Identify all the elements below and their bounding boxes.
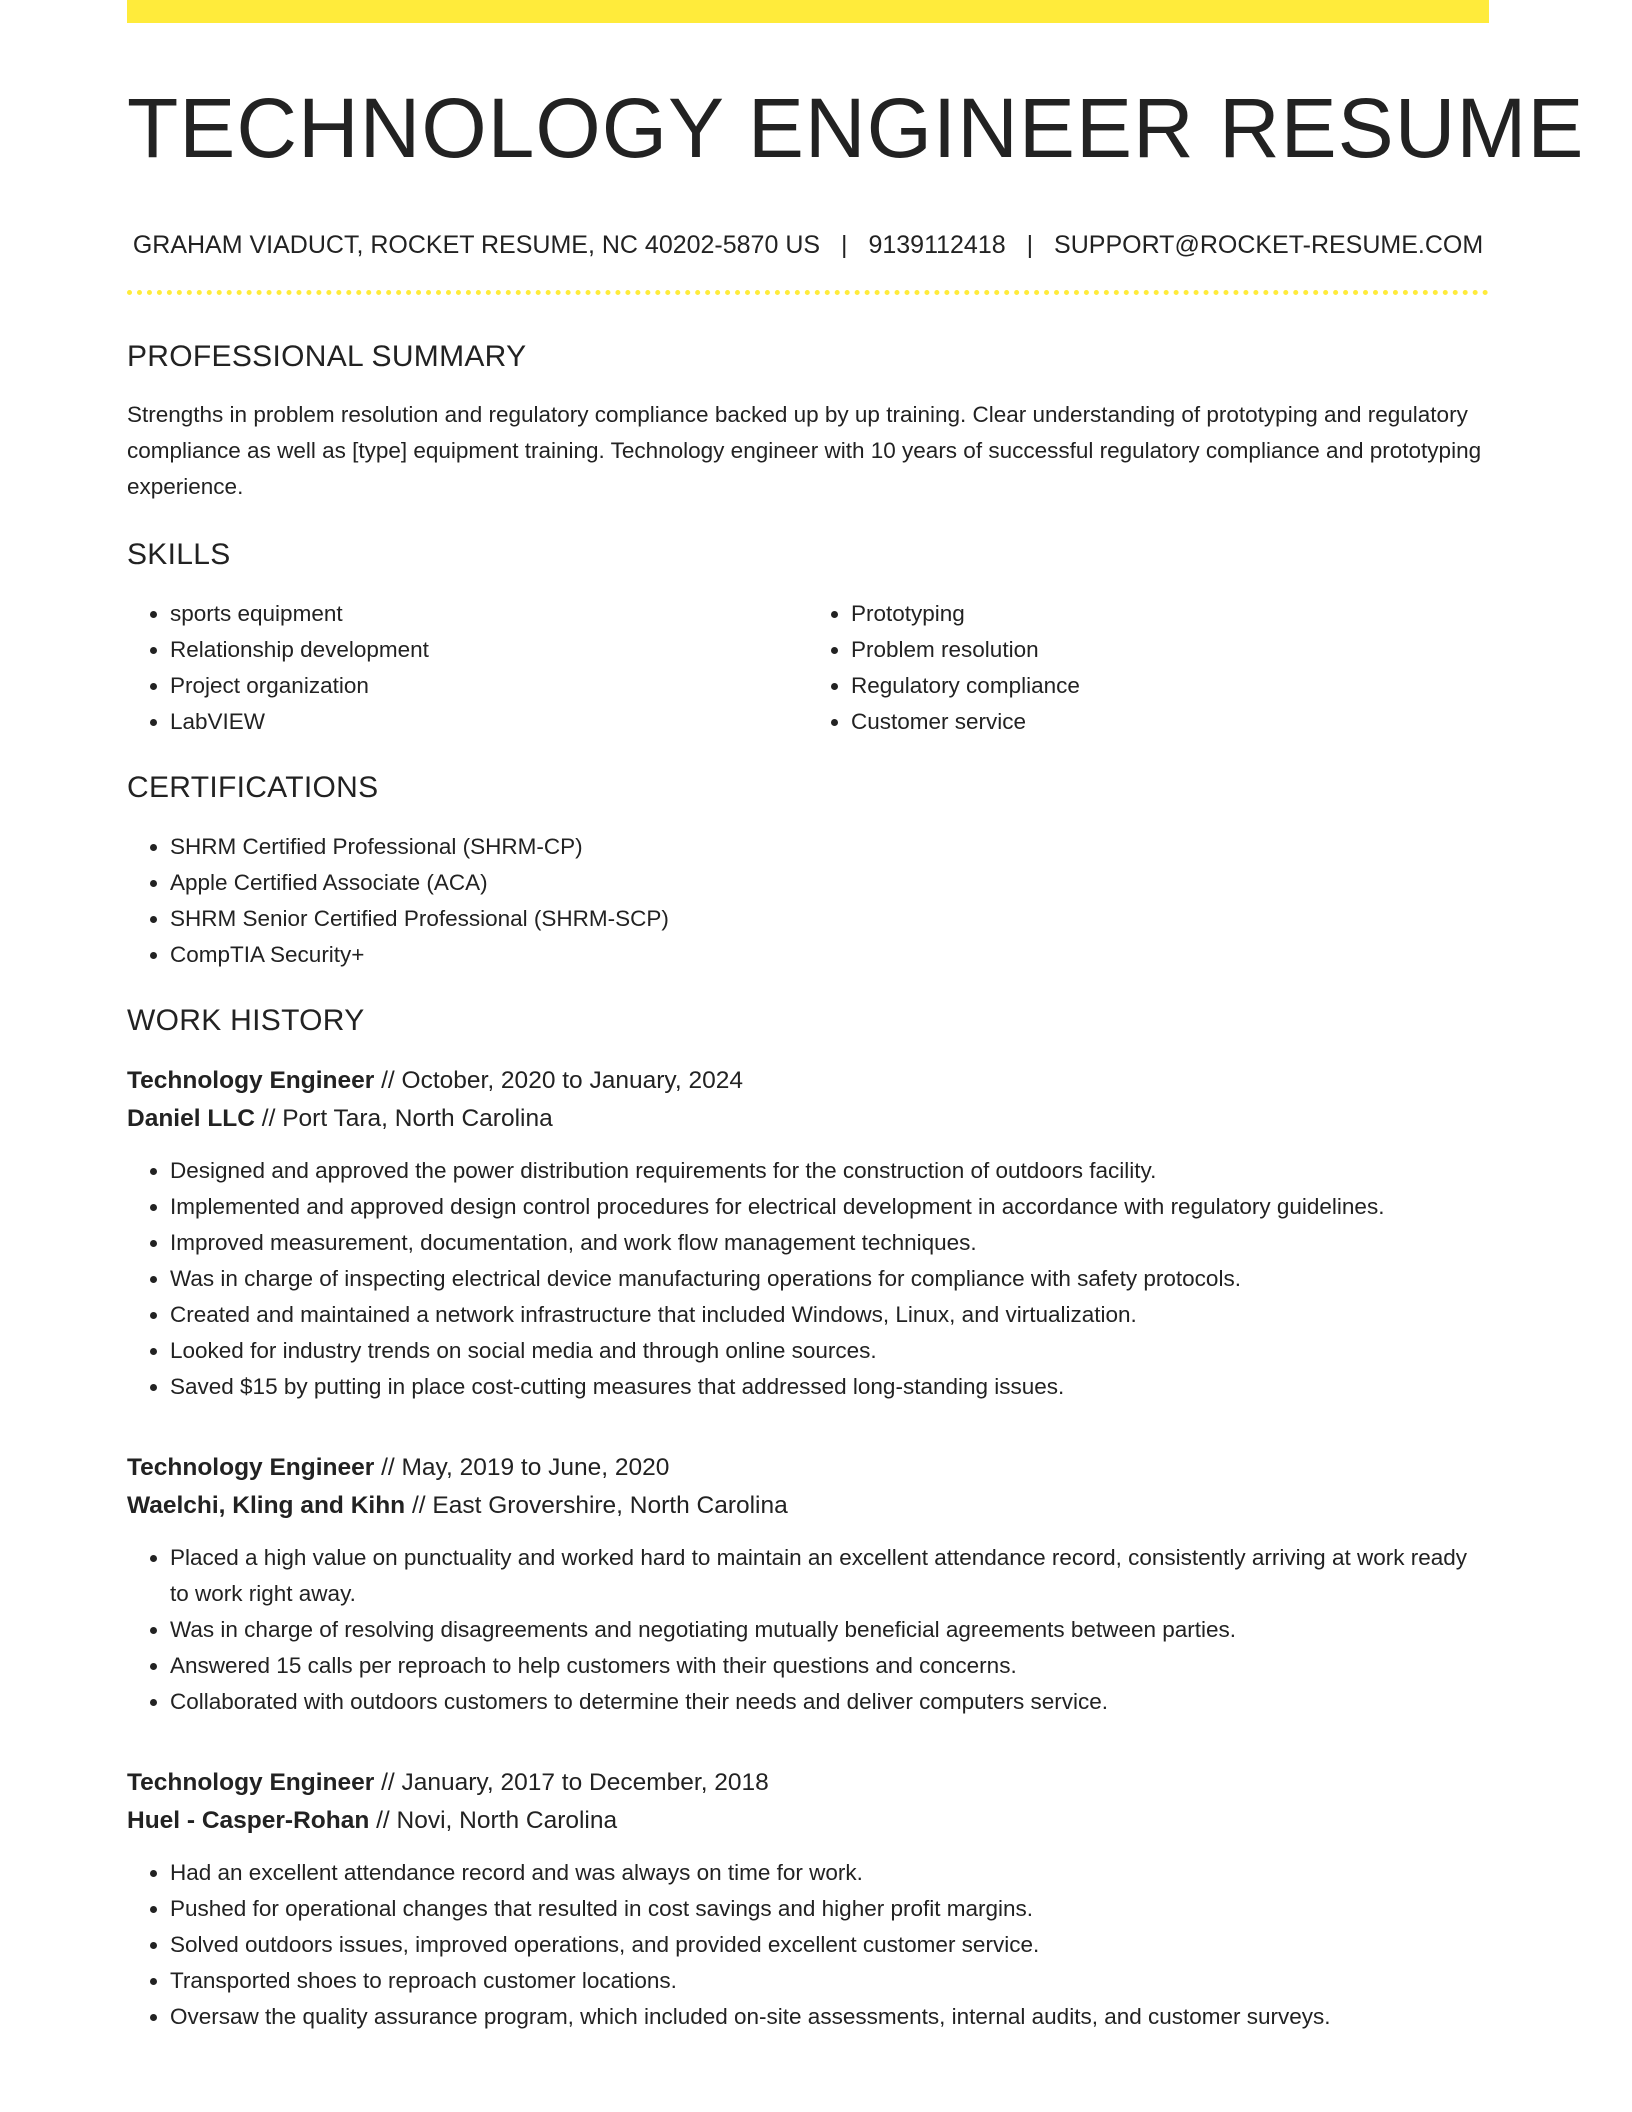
job-bullet: • Saved $15 by putting in place cost-cutting measures that addressed long-standing issues.: [170, 1369, 1489, 1405]
job-title: Technology Engineer: [127, 1769, 375, 1796]
job-company: Waelchi, Kling and Kihn: [127, 1492, 406, 1519]
job-bullets: [127, 1540, 1489, 1720]
job-bullet: • Was in charge of resolving disagreements and negotiating mutually beneficial agreements between parties.: [170, 1612, 1489, 1648]
contact-separator: |: [1026, 231, 1034, 259]
summary-heading: PROFESSIONAL SUMMARY: [127, 340, 527, 373]
job-company-line: [127, 1487, 1489, 1525]
accent-bar: [127, 0, 1489, 23]
skill-item: • Prototyping: [851, 596, 1489, 632]
contact-line: [127, 230, 1489, 260]
skill-item: • Relationship development: [170, 632, 808, 668]
job-bullet: • Improved measurement, documentation, and work flow management techniques.: [170, 1225, 1489, 1261]
certification-item: • CompTIA Security+: [170, 937, 1489, 973]
job-dates: // May, 2019 to June, 2020: [374, 1454, 670, 1481]
certifications-section: [127, 770, 1489, 973]
job-bullet: • Implemented and approved design control procedures for electrical development in accordance with regulatory guidelines.: [170, 1189, 1489, 1225]
job-bullet: • Was in charge of inspecting electrical device manufacturing operations for compliance with safety protocols.: [170, 1261, 1489, 1297]
job-entry: [127, 1062, 1489, 1405]
skill-item: • Project organization: [170, 668, 808, 704]
certification-item: • Apple Certified Associate (ACA): [170, 865, 1489, 901]
job-bullets: [127, 1153, 1489, 1405]
summary-text: Strengths in problem resolution and regulatory compliance backed up by up training. Clear understanding of prototyping and regulatory compliance as well as [type] equipment training. Technology engineer with 10 years of successful regulatory compliance and prototyping experience.: [127, 402, 1482, 499]
job-title: Technology Engineer: [127, 1454, 375, 1481]
job-company-line: [127, 1802, 1489, 1840]
job-title-line: [127, 1764, 1489, 1802]
certification-item: • SHRM Certified Professional (SHRM-CP): [170, 829, 1489, 865]
certifications-list: [127, 829, 1489, 973]
job-company: Daniel LLC: [127, 1105, 255, 1132]
skills-grid: [127, 596, 1489, 740]
contact-address: GRAHAM VIADUCT, ROCKET RESUME, NC 40202-5870 US: [132, 231, 821, 259]
job-location: // Novi, North Carolina: [369, 1807, 618, 1834]
certification-item: • SHRM Senior Certified Professional (SHRM-SCP): [170, 901, 1489, 937]
job-location: // East Grovershire, North Carolina: [405, 1492, 788, 1519]
dotted-divider: [127, 290, 1489, 295]
job-title-line: [127, 1062, 1489, 1100]
contact-email: SUPPORT@ROCKET-RESUME.COM: [1054, 231, 1484, 259]
job-bullet: • Transported shoes to reproach customer locations.: [170, 1963, 1489, 1999]
resume-title: TECHNOLOGY ENGINEER RESUME: [127, 81, 1585, 175]
work-history-section: [127, 1003, 1489, 2035]
skill-item: • Regulatory compliance: [851, 668, 1489, 704]
skills-list-right: [808, 596, 1489, 740]
job-company-line: [127, 1100, 1489, 1138]
job-bullet: • Oversaw the quality assurance program, which included on-site assessments, internal audits, and customer surveys.: [170, 1999, 1489, 2035]
job-bullet: • Collaborated with outdoors customers to determine their needs and deliver computers service.: [170, 1684, 1489, 1720]
resume-page: [127, 0, 1585, 2035]
skill-item: • LabVIEW: [170, 704, 808, 740]
job-company: Huel - Casper-Rohan: [127, 1807, 370, 1834]
skills-section: [127, 537, 1489, 740]
job-dates: // October, 2020 to January, 2024: [374, 1067, 743, 1094]
job-title-line: [127, 1449, 1489, 1487]
job-location: // Port Tara, North Carolina: [254, 1105, 553, 1132]
job-entry: [127, 1764, 1489, 2035]
job-dates: // January, 2017 to December, 2018: [374, 1769, 769, 1796]
work-history-heading: WORK HISTORY: [127, 1004, 365, 1037]
certifications-heading: CERTIFICATIONS: [127, 771, 379, 804]
job-bullet: • Pushed for operational changes that resulted in cost savings and higher profit margins.: [170, 1891, 1489, 1927]
skill-item: • sports equipment: [170, 596, 808, 632]
job-bullet: • Placed a high value on punctuality and worked hard to maintain an excellent attendance record, consistently arriving at work ready to work right away.: [170, 1540, 1489, 1612]
skill-item: • Customer service: [851, 704, 1489, 740]
job-bullet: • Created and maintained a network infrastructure that included Windows, Linux, and virtualization.: [170, 1297, 1489, 1333]
job-bullet: • Looked for industry trends on social media and through online sources.: [170, 1333, 1489, 1369]
summary-section: [127, 339, 1489, 505]
skills-list-left: [127, 596, 808, 740]
job-bullet: • Solved outdoors issues, improved operations, and provided excellent customer service.: [170, 1927, 1489, 1963]
contact-phone: 9139112418: [868, 231, 1006, 259]
job-entry: [127, 1449, 1489, 1720]
contact-separator: |: [841, 231, 848, 259]
job-bullets: [127, 1855, 1489, 2035]
job-bullet: • Answered 15 calls per reproach to help customers with their questions and concerns.: [170, 1648, 1489, 1684]
skills-heading: SKILLS: [127, 538, 231, 571]
job-title: Technology Engineer: [127, 1067, 375, 1094]
skill-item: • Problem resolution: [851, 632, 1489, 668]
job-bullet: • Had an excellent attendance record and was always on time for work.: [170, 1855, 1489, 1891]
job-bullet: • Designed and approved the power distribution requirements for the construction of outdoors facility.: [170, 1153, 1489, 1189]
